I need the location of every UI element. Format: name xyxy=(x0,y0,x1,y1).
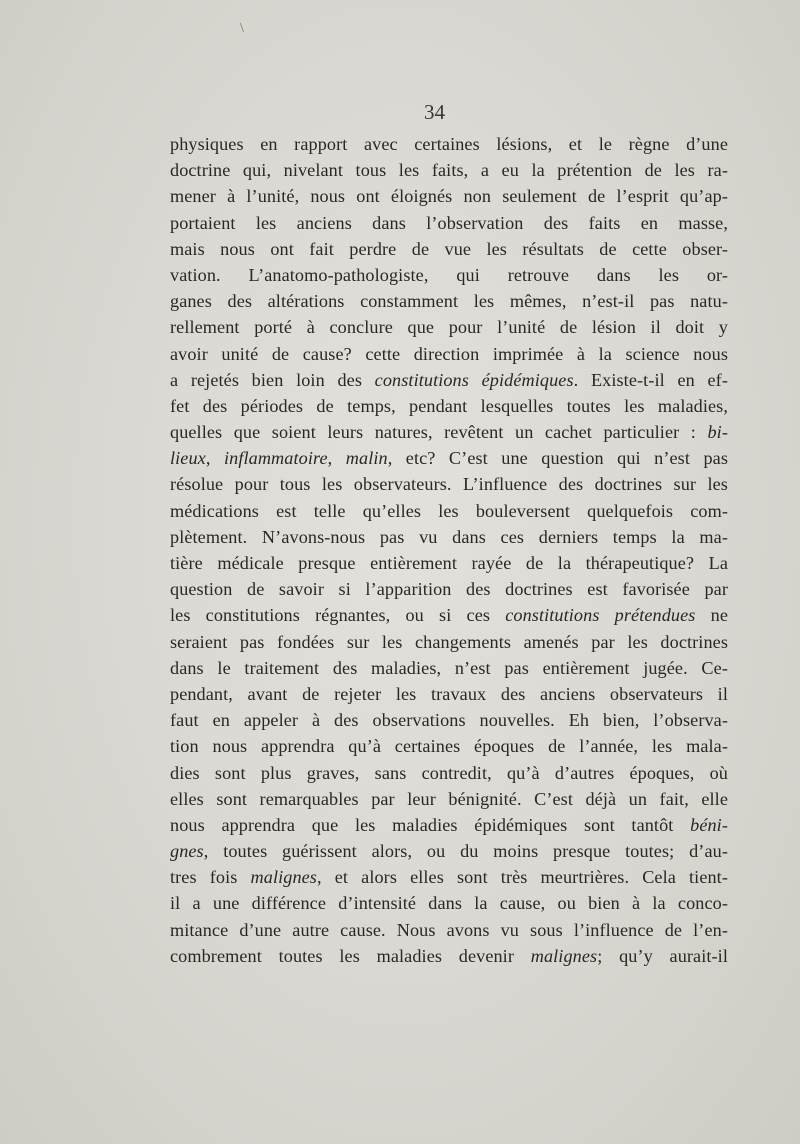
italic-text: gnes xyxy=(170,841,204,862)
ink-speck: \ xyxy=(240,21,244,36)
text-line xyxy=(170,838,728,864)
text-segment: , xyxy=(205,448,224,469)
text-line xyxy=(170,733,728,759)
text-segment: physiques en rapport avec certaines lésions, et le règne d’une xyxy=(170,134,728,154)
text-segment: doctrine qui, nivelant tous les faits, a eu la prétention de les ra- xyxy=(170,160,728,181)
italic-text: inflammatoire xyxy=(223,448,328,469)
text-segment: fet des périodes de temps, pendant lesquelles toutes les maladies, xyxy=(170,395,728,416)
text-segment: nous apprendra que les maladies épidémiques sont tantôt xyxy=(170,814,691,835)
text-segment: rellement porté à conclure que pour l’unité de lésion il doit y xyxy=(170,317,728,338)
text-line xyxy=(170,890,728,916)
text-line xyxy=(170,917,728,943)
text-line xyxy=(170,288,728,314)
text-segment: mais nous ont fait perdre de vue les résultats de cette obser- xyxy=(170,238,728,259)
text-line xyxy=(170,157,728,183)
italic-text: malignes xyxy=(530,945,598,966)
text-segment: il a une différence d’intensité dans la cause, ou bien à la conco- xyxy=(170,893,728,914)
text-line xyxy=(170,236,728,262)
text-segment: dans le traitement des maladies, n’est pas entièrement jugée. Ce- xyxy=(170,657,728,678)
text-segment: résolue pour tous les observateurs. L’influence des doctrines sur les xyxy=(170,474,728,495)
text-line xyxy=(170,707,728,733)
text-line xyxy=(170,419,728,445)
text-line xyxy=(170,341,728,367)
text-segment: ; qu’y aurait-il xyxy=(597,945,728,966)
text-segment: avoir unité de cause? cette direction imprimée à la science nous xyxy=(170,343,728,364)
text-segment: vation. L’anatomo-pathologiste, qui retrouve dans les or- xyxy=(170,264,728,285)
text-line xyxy=(170,498,728,524)
text-line xyxy=(170,760,728,786)
text-segment: ne xyxy=(695,605,728,626)
italic-text: lieux xyxy=(170,448,206,469)
text-line xyxy=(170,786,728,812)
text-segment: , toutes guérissent alors, ou du moins presque toutes; d’au- xyxy=(203,841,728,862)
text-segment: les constitutions régnantes, ou si ces xyxy=(170,605,506,626)
text-line xyxy=(170,576,728,602)
italic-text: malin xyxy=(345,448,388,469)
body-text xyxy=(170,131,728,969)
text-line xyxy=(170,131,728,157)
text-segment: , xyxy=(327,448,346,469)
text-line xyxy=(170,629,728,655)
text-line xyxy=(170,314,728,340)
text-line xyxy=(170,367,728,393)
text-line xyxy=(170,471,728,497)
italic-text: bi- xyxy=(707,422,728,443)
italic-text: constitutions épidémiques xyxy=(374,369,574,390)
text-line xyxy=(170,943,728,969)
text-segment: , etc? C’est une question qui n’est pas xyxy=(387,448,728,469)
text-segment: plètement. N’avons-nous pas vu dans ces derniers temps la ma- xyxy=(170,526,728,547)
text-segment: faut en appeler à des observations nouvelles. Eh bien, l’observa- xyxy=(170,710,728,731)
text-segment: ganes des altérations constamment les mêmes, n’est-il pas natu- xyxy=(170,291,728,312)
text-segment: elles sont remarquables par leur bénignité. C’est déjà un fait, elle xyxy=(170,788,728,809)
text-line xyxy=(170,681,728,707)
text-segment: mitance d’une autre cause. Nous avons vu sous l’influence de l’en- xyxy=(170,919,728,940)
text-line xyxy=(170,655,728,681)
text-segment: tion nous apprendra qu’à certaines époques de l’année, les mala- xyxy=(170,736,728,757)
text-segment: , et alors elles sont très meurtrières. Cela tient- xyxy=(317,867,728,888)
text-line xyxy=(170,262,728,288)
italic-text: béni- xyxy=(690,814,728,835)
text-segment: quelles que soient leurs natures, revêtent un cachet particulier : xyxy=(170,422,708,443)
text-line xyxy=(170,210,728,236)
text-segment: seraient pas fondées sur les changements amenés par les doctrines xyxy=(170,631,728,652)
text-segment: pendant, avant de rejeter les travaux des anciens observateurs il xyxy=(170,683,728,704)
text-line xyxy=(170,864,728,890)
text-segment: a rejetés bien loin des xyxy=(170,369,375,390)
text-segment: dies sont plus graves, sans contredit, qu’à d’autres époques, où xyxy=(170,762,728,783)
text-segment: mener à l’unité, nous ont éloignés non seulement de l’esprit qu’ap- xyxy=(170,186,728,207)
text-segment: question de savoir si l’apparition des doctrines est favorisée par xyxy=(170,579,728,600)
text-segment: . Existe-t-il en ef- xyxy=(573,369,728,390)
text-line xyxy=(170,812,728,838)
text-line xyxy=(170,445,728,471)
text-line xyxy=(170,550,728,576)
text-segment: combrement toutes les maladies devenir xyxy=(170,945,531,966)
text-segment: tière médicale presque entièrement rayée de la thérapeutique? La xyxy=(170,553,728,573)
page-number: 34 xyxy=(424,100,445,124)
text-line xyxy=(170,393,728,419)
italic-text: constitutions prétendues xyxy=(505,605,696,626)
text-line xyxy=(170,602,728,628)
italic-text: malignes xyxy=(250,867,317,888)
text-line xyxy=(170,524,728,550)
text-segment: portaient les anciens dans l’observation des faits en masse, xyxy=(170,212,728,233)
text-segment: tres fois xyxy=(170,867,251,888)
text-line xyxy=(170,183,728,209)
text-segment: médications est telle qu’elles les bouleversent quelquefois com- xyxy=(170,500,728,521)
